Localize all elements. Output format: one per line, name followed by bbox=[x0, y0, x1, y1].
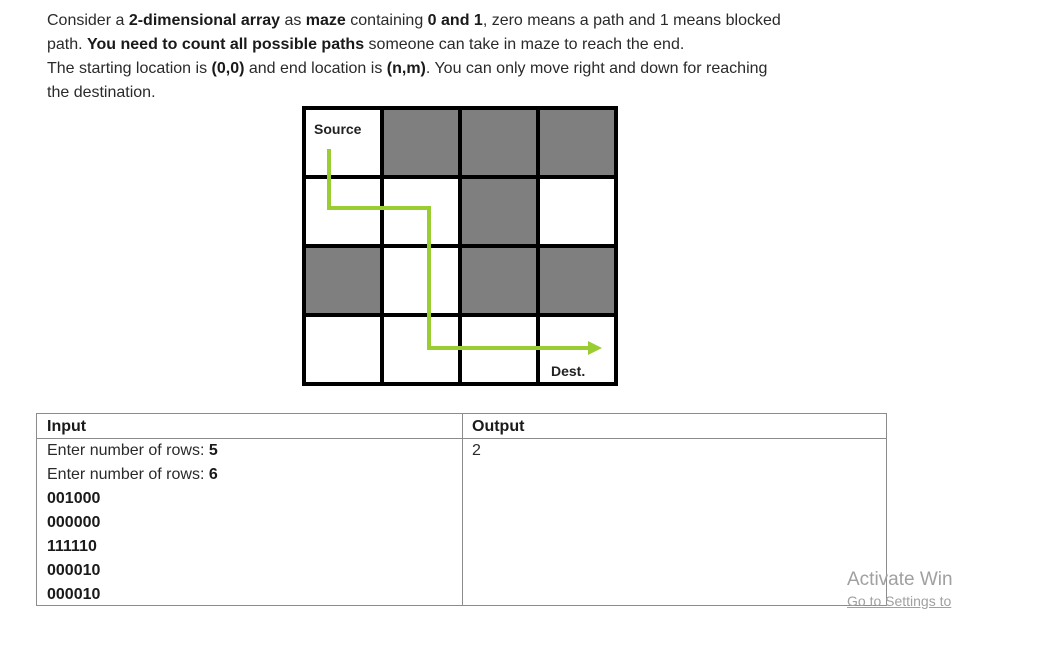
output-column bbox=[463, 414, 886, 605]
input-line bbox=[37, 439, 462, 463]
path-arrowhead-icon bbox=[588, 341, 602, 355]
input-line-value: 6 bbox=[208, 466, 218, 483]
input-line-value: 5 bbox=[208, 442, 218, 459]
input-line-value: 000010 bbox=[47, 562, 101, 579]
dest-label: Dest. bbox=[551, 363, 586, 379]
problem-line-3: The starting location is (0,0) and end location is (n,m). You can only move right and down for reaching bbox=[47, 60, 768, 77]
input-line-value: 000000 bbox=[47, 514, 101, 531]
input-line bbox=[37, 511, 462, 535]
output-header: Output bbox=[463, 414, 886, 439]
problem-statement bbox=[47, 9, 947, 105]
problem-line-4: the destination. bbox=[47, 84, 156, 101]
input-line-value: 111110 bbox=[47, 538, 97, 555]
input-lines bbox=[37, 439, 462, 607]
solution-path-line bbox=[329, 149, 594, 348]
input-line-label: Enter number of rows: bbox=[47, 442, 209, 459]
input-line bbox=[37, 559, 462, 583]
maze-path-overlay bbox=[302, 106, 618, 386]
input-line-value: 000010 bbox=[47, 586, 101, 603]
input-line bbox=[37, 487, 462, 511]
io-table bbox=[36, 413, 887, 606]
input-line-value: 001000 bbox=[47, 490, 101, 507]
input-header: Input bbox=[37, 414, 462, 439]
input-column bbox=[37, 414, 463, 605]
activation-watermark bbox=[847, 568, 953, 610]
input-line bbox=[37, 535, 462, 559]
source-label: Source bbox=[314, 121, 362, 137]
maze-diagram bbox=[302, 106, 618, 386]
watermark-title: Activate Win bbox=[847, 569, 953, 590]
problem-line-2: path. You need to count all possible paths someone can take in maze to reach the end. bbox=[47, 36, 685, 53]
watermark-settings-link[interactable]: Go to Settings to bbox=[847, 593, 952, 609]
input-line bbox=[37, 463, 462, 487]
input-line-label: Enter number of rows: bbox=[47, 466, 209, 483]
output-lines bbox=[463, 439, 886, 463]
input-line bbox=[37, 583, 462, 607]
problem-line-1: Consider a 2-dimensional array as maze containing 0 and 1, zero means a path and 1 means blocked bbox=[47, 12, 781, 29]
output-line: 2 bbox=[472, 442, 481, 459]
